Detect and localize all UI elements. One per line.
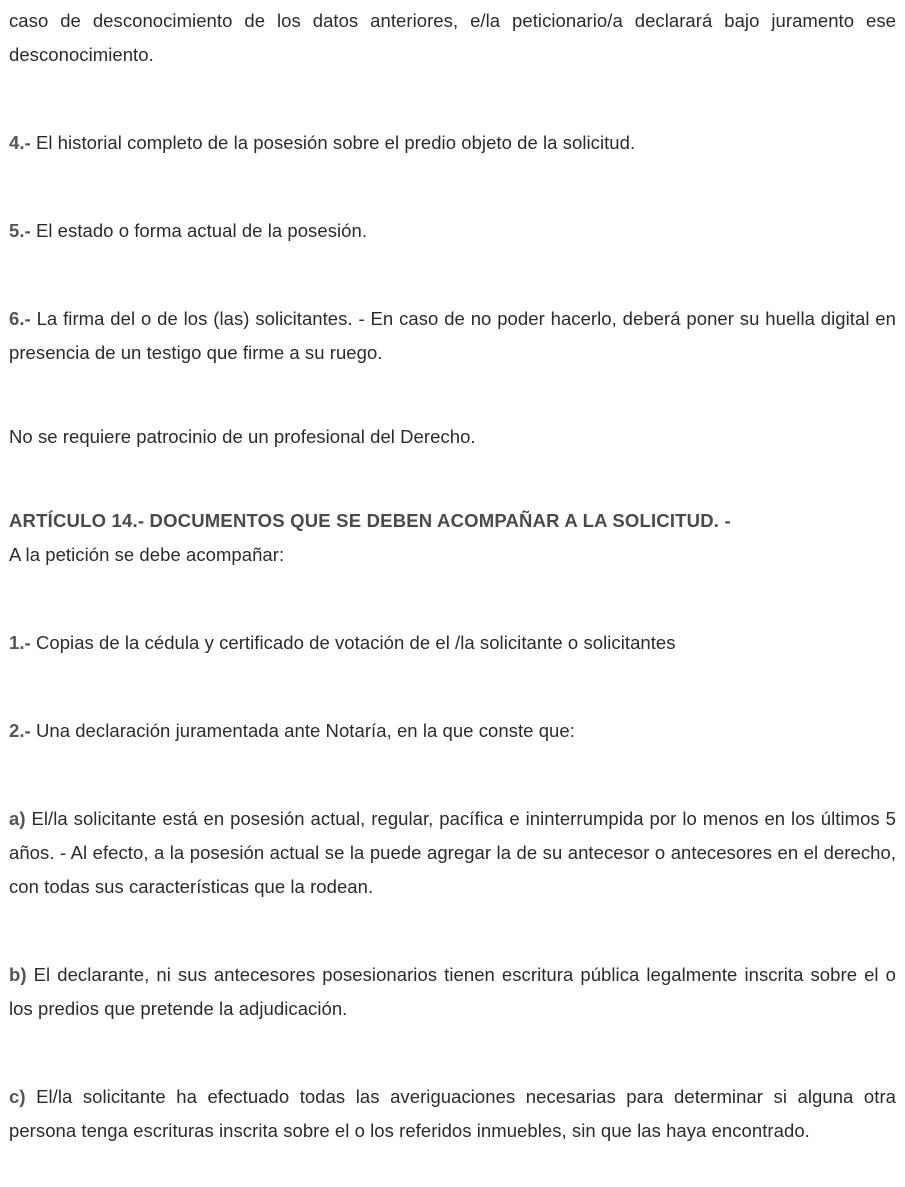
list-number: 5.-	[9, 220, 31, 241]
list-item-5	[9, 214, 896, 248]
sub-item-a	[9, 802, 896, 904]
sub-item-c	[9, 1080, 896, 1148]
list-item-text: El estado o forma actual de la posesión.	[30, 220, 368, 241]
sub-item-b	[9, 958, 896, 1026]
list-number: 1.-	[9, 632, 31, 653]
list-item-4	[9, 126, 896, 160]
list-item-text: La firma del o de los (las) solicitantes. - En caso de no poder hacerlo, deberá poner su huella digital en presencia de un testigo que firme a su ruego.	[9, 308, 896, 363]
paragraph-intro-continuation: caso de desconocimiento de los datos anteriores, e/la peticionario/a declarará bajo juramento ese desconocimiento.	[9, 10, 896, 65]
list-number: 4.-	[9, 132, 31, 153]
list-item-6	[9, 302, 896, 370]
list-number: 2.-	[9, 720, 31, 741]
list-item-text: Copias de la cédula y certificado de votación de el /la solicitante o solicitantes	[30, 632, 676, 653]
sub-item-letter: b)	[9, 964, 27, 985]
article-heading: ARTÍCULO 14.- DOCUMENTOS QUE SE DEBEN ACOMPAÑAR A LA SOLICITUD. -	[9, 510, 731, 531]
article-intro: A la petición se debe acompañar:	[9, 544, 285, 565]
sub-item-text: El/la solicitante ha efectuado todas las averiguaciones necesarias para determinar si alguna otra persona tenga escrituras inscrita sobre el o los referidos inmuebles, sin que las haya encontrado.	[9, 1086, 896, 1141]
paragraph-no-lawyer: No se requiere patrocinio de un profesional del Derecho.	[9, 426, 476, 447]
document-item-2	[9, 714, 896, 748]
document-item-1	[9, 626, 896, 660]
list-item-text: El historial completo de la posesión sobre el predio objeto de la solicitud.	[30, 132, 636, 153]
sub-item-letter: a)	[9, 808, 26, 829]
sub-item-letter: c)	[9, 1086, 26, 1107]
article-14-block	[9, 504, 896, 572]
sub-item-text: El/la solicitante está en posesión actual, regular, pacífica e ininterrumpida por lo menos en los últimos 5 años. - Al efecto, a la posesión actual se la puede agregar la de su antecesor o antecesores en el derecho, con todas sus características que la rodean.	[9, 808, 896, 897]
list-number: 6.-	[9, 308, 31, 329]
list-item-text: Una declaración juramentada ante Notaría, en la que conste que:	[30, 720, 575, 741]
sub-item-text: El declarante, ni sus antecesores posesionarios tienen escritura pública legalmente inscrita sobre el o los predios que pretende la adjudicación.	[9, 964, 896, 1019]
